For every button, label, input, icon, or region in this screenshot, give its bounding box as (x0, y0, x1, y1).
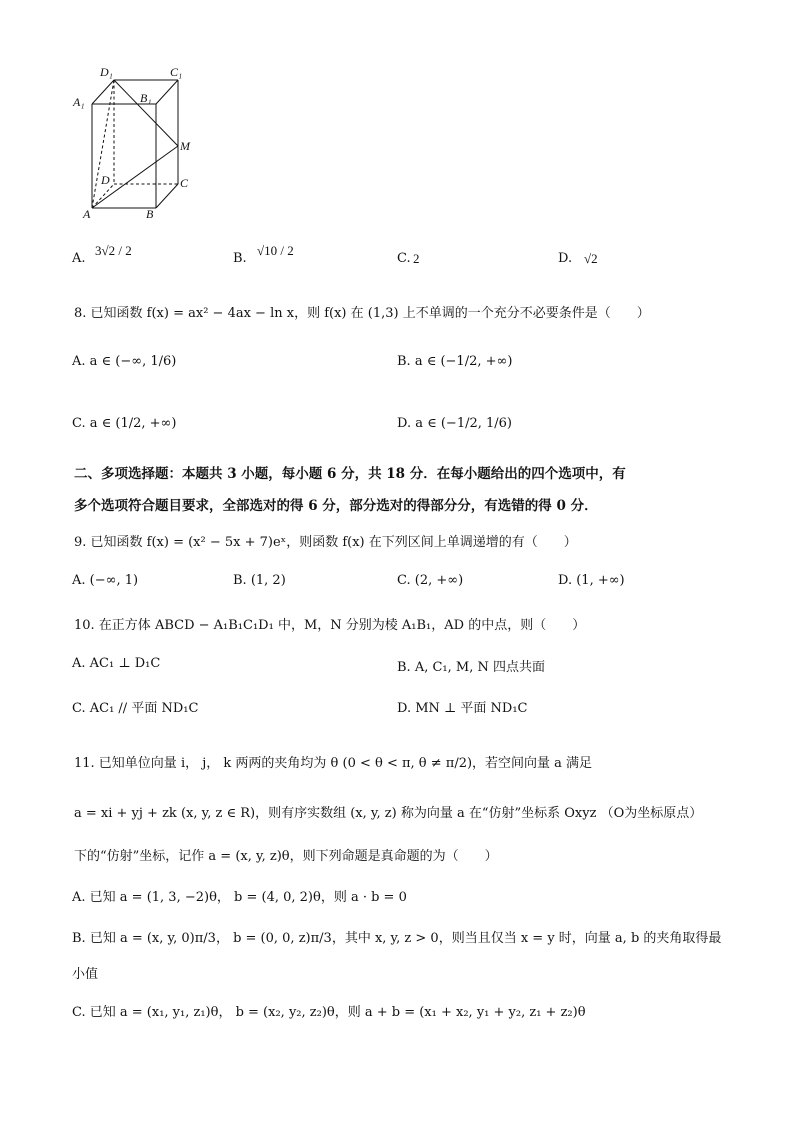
q7-option-a-label[interactable]: A. (72, 251, 86, 266)
q7-option-c-label[interactable]: C. (397, 251, 411, 266)
label-A1: A₁ (73, 95, 85, 109)
label-A: A (83, 207, 91, 221)
label-D: D (101, 173, 110, 187)
q11-stem-line2: a = xi + yj + zk (x, y, z ∈ R)，则有序实数组 (x, y, z) 称为向量 a 在“仿射”坐标系 Oxyz （O为坐标原点） (74, 806, 703, 821)
prism-figure (60, 60, 210, 225)
q10-stem: 10. 在正方体 ABCD − A₁B₁C₁D₁ 中，M，N 分别为棱 A₁B₁，AD 的中点，则（ ） (74, 618, 586, 633)
label-M: M (180, 139, 190, 153)
q11-stem-line1: 11. 已知单位向量 i， j， k 两两的夹角均为 θ (0 < θ < π, θ ≠ π/2)，若空间向量 a 满足 (74, 756, 593, 771)
q10-option-b[interactable]: B. A, C₁, M, N 四点共面 (397, 660, 545, 675)
q10-option-a[interactable]: A. AC₁ ⊥ D₁C (72, 656, 161, 671)
q8-stem: 8. 已知函数 f(x) = ax² − 4ax − ln x，则 f(x) 在 (1,3) 上不单调的一个充分不必要条件是（ ） (74, 306, 650, 321)
q9-stem: 9. 已知函数 f(x) = (x² − 5x + 7)eˣ，则函数 f(x) 在下列区间上单调递增的有（ ） (74, 535, 577, 550)
q8-option-a[interactable]: A. a ∈ (−∞, 1/6) (72, 354, 177, 369)
q11-option-a[interactable]: A. 已知 a = (1, 3, −2)θ， b = (4, 0, 2)θ，则 a · b = 0 (72, 890, 407, 905)
q9-option-d[interactable]: D. (1, +∞) (558, 573, 625, 588)
label-C1: C₁ (170, 65, 183, 79)
q11-option-c[interactable]: C. 已知 a = (x₁, y₁, z₁)θ， b = (x₂, y₂, z₂)θ，则 a + b = (x₁ + x₂, y₁ + y₂, z₁ + z₂)θ (72, 1005, 586, 1020)
q10-option-d[interactable]: D. MN ⊥ 平面 ND₁C (397, 701, 528, 716)
q7-option-a-value: 3√2 / 2 (95, 243, 132, 258)
q9-option-a[interactable]: A. (−∞, 1) (72, 573, 139, 588)
q9-option-b[interactable]: B. (1, 2) (233, 573, 286, 588)
label-C: C (180, 176, 189, 190)
label-D1: D₁ (100, 65, 113, 79)
q7-option-c-value: 2 (413, 251, 420, 266)
q7-option-d-value: √2 (584, 251, 598, 266)
q7-option-d-label[interactable]: D. (558, 251, 573, 266)
label-B1: B₁ (140, 91, 152, 105)
q11-option-b[interactable]: B. 已知 a = (x, y, 0)π/3， b = (0, 0, z)π/3，其中 x, y, z > 0，则当且仅当 x = y 时，向量 a, b 的夹角取得最 (72, 931, 722, 946)
label-B: B (146, 207, 154, 221)
q7-option-b-label[interactable]: B. (233, 251, 247, 266)
q11-stem-line3: 下的“仿射”坐标，记作 a = (x, y, z)θ，则下列命题是真命题的为（ ） (74, 849, 498, 864)
q9-option-c[interactable]: C. (2, +∞) (397, 573, 464, 588)
q8-option-b[interactable]: B. a ∈ (−1/2, +∞) (397, 354, 513, 369)
q8-option-c[interactable]: C. a ∈ (1/2, +∞) (72, 416, 177, 431)
q11-option-b-continued: 小值 (72, 967, 99, 982)
q7-option-b-value: √10 / 2 (257, 243, 294, 258)
section2-heading-line1: 二、多项选择题：本题共 3 小题，每小题 6 分，共 18 分．在每小题给出的四个选项中，有 (74, 466, 626, 482)
q10-option-c[interactable]: C. AC₁ // 平面 ND₁C (72, 701, 199, 716)
section2-heading-line2: 多个选项符合题目要求，全部选对的得 6 分，部分选对的得部分分，有选错的得 0 分． (74, 498, 598, 514)
q8-option-d[interactable]: D. a ∈ (−1/2, 1/6) (397, 416, 513, 431)
